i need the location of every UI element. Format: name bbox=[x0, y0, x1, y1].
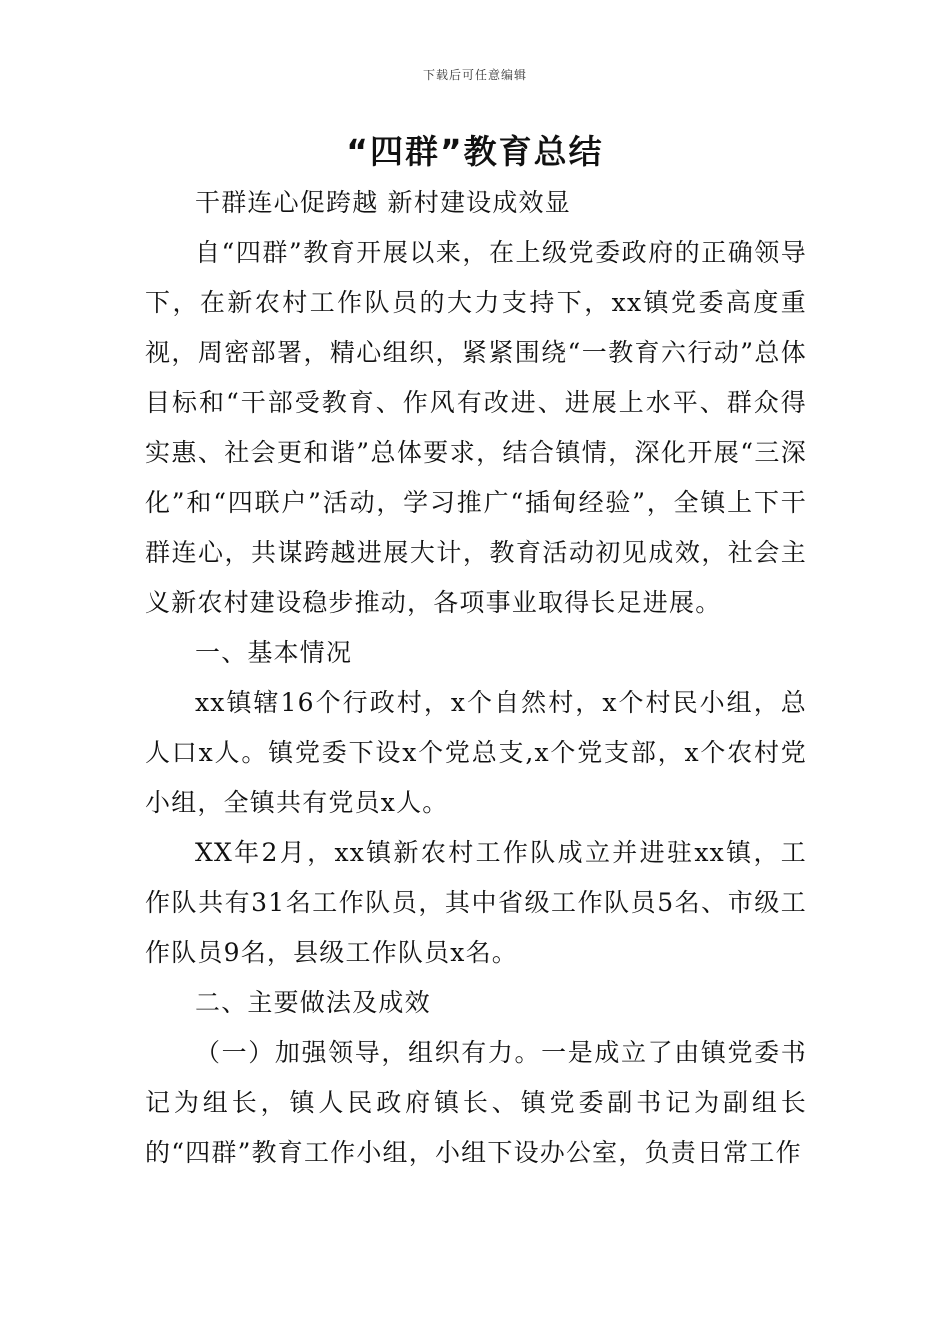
paragraph-basic-situation: xx镇辖16个行政村，x个自然村，x个村民小组，总人口x人。镇党委下设x个党总支,x个党支部，x个农村党小组，全镇共有党员x人。 bbox=[145, 688, 807, 817]
document-body bbox=[145, 178, 807, 1178]
section-heading-basic-situation: 一、基本情况 bbox=[195, 638, 353, 667]
document-subtitle: 干群连心促跨越 新村建设成效显 bbox=[195, 188, 571, 217]
header-note: 下载后可任意编辑 bbox=[422, 68, 527, 82]
section-heading-methods: 二、主要做法及成效 bbox=[195, 988, 431, 1017]
paragraph-leadership: （一）加强领导，组织有力。一是成立了由镇党委书记为组长，镇人民政府镇长、镇党委副书记为副组长的“四群”教育工作小组，小组下设办公室，负责日常工作 bbox=[145, 1038, 807, 1167]
document-title: “四群”教育总结 bbox=[346, 132, 604, 171]
paragraph-intro: 自“四群”教育开展以来，在上级党委政府的正确领导下，在新农村工作队员的大力支持下，xx镇党委高度重视，周密部署，精心组织，紧紧围绕“一教育六行动”总体目标和“干部受教育、作风有改进、进展上水平、群众得实惠、社会更和谐”总体要求，结合镇情，深化开展“三深化”和“四联户”活动，学习推广“插甸经验”，全镇上下干群连心，共谋跨越进展大计，教育活动初见成效，社会主义新农村建设稳步推动，各项事业取得长足进展。 bbox=[145, 238, 807, 617]
paragraph-work-team: XX年2月，xx镇新农村工作队成立并进驻xx镇，工作队共有31名工作队员，其中省级工作队员5名、市级工作队员9名，县级工作队员x名。 bbox=[145, 838, 807, 967]
